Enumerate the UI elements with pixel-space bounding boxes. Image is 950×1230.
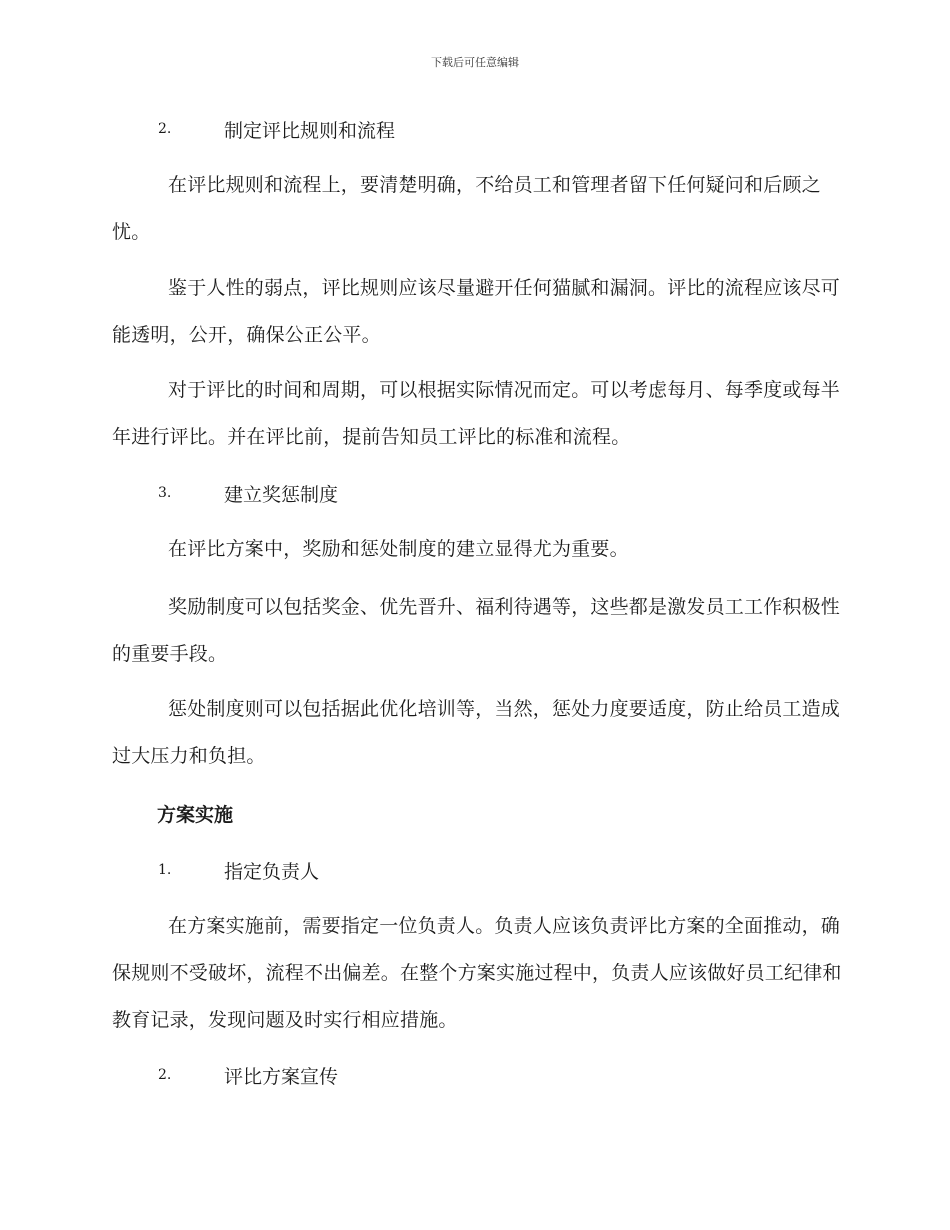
paragraph: 惩处制度则可以包括据此优化培训等，当然，惩处力度要适度，防止给员工造成过大压力和负担。 xyxy=(112,698,841,767)
item-title: 制定评比规则和流程 xyxy=(224,119,396,142)
paragraph: 在评比规则和流程上，要清楚明确，不给员工和管理者留下任何疑问和后顾之忧。 xyxy=(112,174,821,243)
paragraph: 鉴于人性的弱点，评比规则应该尽量避开任何猫腻和漏洞。评比的流程应该尽可能透明，公开，确保公正公平。 xyxy=(112,277,841,346)
numbered-heading-promotion xyxy=(158,1061,338,1089)
section-title: 方案实施 xyxy=(157,804,234,826)
item-title: 评比方案宣传 xyxy=(224,1065,339,1088)
item-number: 2. xyxy=(158,1067,172,1083)
paragraph: 对于评比的时间和周期，可以根据实际情况而定。可以考虑每月、每季度或每半年进行评比。并在评比前，提前告知员工评比的标准和流程。 xyxy=(112,379,841,448)
paragraph: 在方案实施前，需要指定一位负责人。负责人应该负责评比方案的全面推动，确保规则不受破坏，流程不出偏差。在整个方案实施过程中，负责人应该做好员工纪律和教育记录，发现问题及时实行相应措施。 xyxy=(112,915,842,1031)
item-number: 1. xyxy=(158,862,172,878)
item-title: 指定负责人 xyxy=(224,860,320,883)
paragraph: 奖励制度可以包括奖金、优先晋升、福利待遇等，这些都是激发员工工作积极性的重要手段。 xyxy=(112,596,841,665)
numbered-heading-rules xyxy=(158,115,395,143)
item-number: 3. xyxy=(158,485,172,501)
item-number: 2. xyxy=(158,121,172,137)
numbered-heading-rewards xyxy=(158,479,338,507)
page-header: 下载后可任意编辑 xyxy=(431,56,519,69)
numbered-heading-owner xyxy=(158,856,319,884)
item-title: 建立奖惩制度 xyxy=(224,483,339,506)
paragraph: 在评比方案中，奖励和惩处制度的建立显得尤为重要。 xyxy=(168,538,629,560)
